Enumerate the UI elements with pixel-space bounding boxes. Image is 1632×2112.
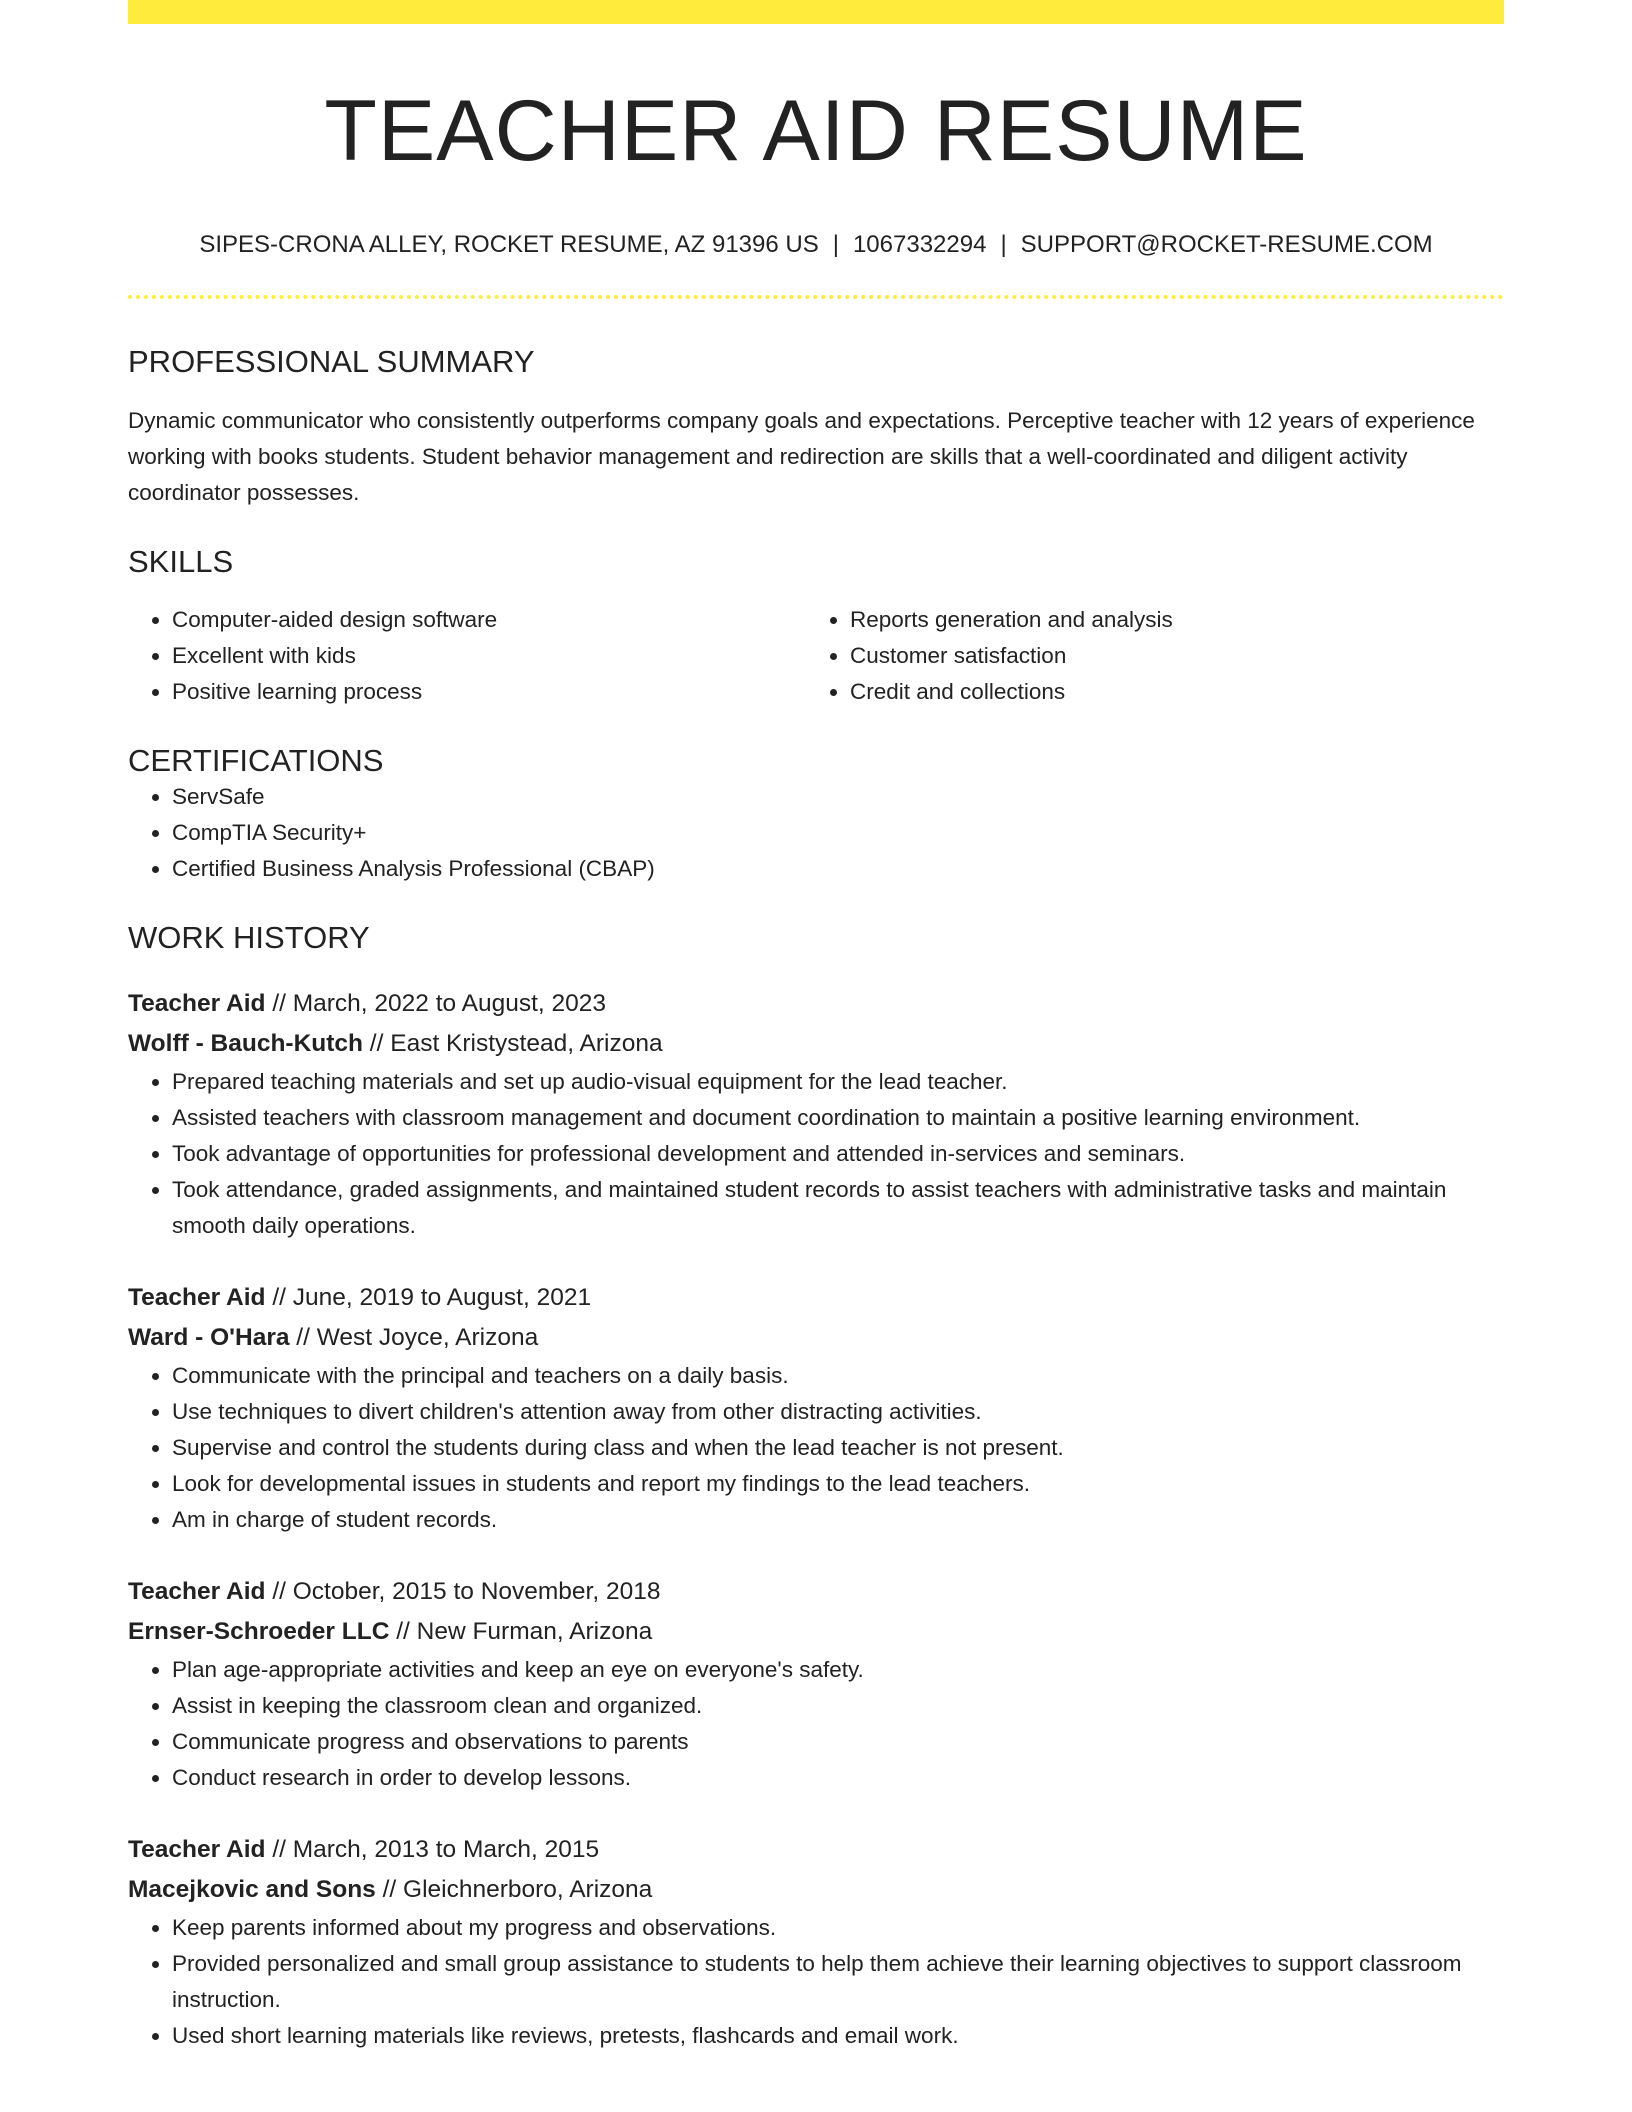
job-duty: • Took attendance, graded assignments, and maintained student records to assist teachers with administrative tasks and maintain smooth daily operations. [172, 1172, 1504, 1244]
skills-column-right [806, 602, 1484, 710]
job-role: Teacher Aid [128, 1578, 266, 1606]
job-entry [128, 1830, 1504, 2054]
job-duty: • Assist in keeping the classroom clean and organized. [172, 1688, 1504, 1724]
job-duties-list [128, 1358, 1504, 1538]
contact-separator: | [1000, 230, 1007, 258]
certification-item: • CompTIA Security+ [172, 815, 1504, 851]
job-dates: // March, 2013 to March, 2015 [265, 1836, 600, 1864]
contact-email: SUPPORT@ROCKET-RESUME.COM [1020, 230, 1433, 258]
job-dates: // October, 2015 to November, 2018 [265, 1578, 661, 1606]
skill-item: • Reports generation and analysis [850, 602, 1484, 638]
job-entry [128, 984, 1504, 1244]
certifications-heading: CERTIFICATIONS [128, 742, 384, 778]
job-dates: // June, 2019 to August, 2021 [265, 1284, 592, 1312]
job-duty: • Assisted teachers with classroom management and document coordination to maintain a positive learning environment. [172, 1100, 1504, 1136]
skills-grid [128, 602, 1504, 710]
job-location: // New Furman, Arizona [389, 1618, 653, 1646]
job-role: Teacher Aid [128, 1284, 266, 1312]
job-company: Wolff - Bauch-Kutch [128, 1030, 363, 1058]
skill-item: • Credit and collections [850, 674, 1484, 710]
contact-address: SIPES-CRONA ALLEY, ROCKET RESUME, AZ 91396 US [199, 230, 819, 258]
job-entry [128, 1278, 1504, 1538]
job-role-line [128, 984, 1504, 1024]
job-dates: // March, 2022 to August, 2023 [265, 990, 607, 1018]
contact-separator: | [832, 230, 839, 258]
job-company-line [128, 1870, 1504, 1910]
skills-heading: SKILLS [128, 543, 234, 579]
job-entry [128, 1572, 1504, 1796]
job-location: // East Kristystead, Arizona [363, 1030, 663, 1058]
resume-title: TEACHER AID RESUME [324, 83, 1308, 179]
job-duty: • Keep parents informed about my progress and observations. [172, 1910, 1504, 1946]
job-duties-list [128, 1652, 1504, 1796]
job-company-line [128, 1024, 1504, 1064]
job-duty: • Provided personalized and small group assistance to students to help them achieve their learning objectives to support classroom instruction. [172, 1946, 1504, 2018]
certifications-list [128, 779, 1504, 887]
work-history-heading: WORK HISTORY [128, 919, 370, 955]
job-company: Ward - O'Hara [128, 1324, 290, 1352]
dotted-divider [128, 295, 1504, 299]
job-role-line [128, 1830, 1504, 1870]
job-duty: • Communicate progress and observations to parents [172, 1724, 1504, 1760]
job-location: // West Joyce, Arizona [289, 1324, 539, 1352]
job-role: Teacher Aid [128, 1836, 266, 1864]
job-location: // Gleichnerboro, Arizona [375, 1876, 653, 1904]
job-duty: • Took advantage of opportunities for professional development and attended in-services and seminars. [172, 1136, 1504, 1172]
job-company: Macejkovic and Sons [128, 1876, 376, 1904]
resume-page [128, 0, 1504, 2054]
job-duty: • Communicate with the principal and teachers on a daily basis. [172, 1358, 1504, 1394]
job-duty: • Conduct research in order to develop lessons. [172, 1760, 1504, 1796]
summary-heading: PROFESSIONAL SUMMARY [128, 344, 535, 380]
job-duty: • Prepared teaching materials and set up audio-visual equipment for the lead teacher. [172, 1064, 1504, 1100]
summary-text: Dynamic communicator who consistently outperforms company goals and expectations. Perceptive teacher with 12 years of experience working with books students. Student behavior management and redirection are skills that a well-coordinated and diligent activity coordinator possesses. [128, 407, 1475, 505]
certification-item: • ServSafe [172, 779, 1504, 815]
job-role-line [128, 1278, 1504, 1318]
job-duty: • Am in charge of student records. [172, 1502, 1504, 1538]
skill-item: • Positive learning process [172, 674, 806, 710]
job-duties-list [128, 1064, 1504, 1244]
job-duties-list [128, 1910, 1504, 2054]
skill-item: • Computer-aided design software [172, 602, 806, 638]
job-role-line [128, 1572, 1504, 1612]
job-role: Teacher Aid [128, 990, 266, 1018]
job-duty: • Plan age-appropriate activities and keep an eye on everyone's safety. [172, 1652, 1504, 1688]
job-company-line [128, 1612, 1504, 1652]
contact-phone: 1067332294 [852, 230, 987, 258]
certification-item: • Certified Business Analysis Professional (CBAP) [172, 851, 1504, 887]
job-duty: • Used short learning materials like reviews, pretests, flashcards and email work. [172, 2018, 1504, 2054]
job-duty: • Look for developmental issues in students and report my findings to the lead teachers. [172, 1466, 1504, 1502]
top-accent-bar [128, 0, 1504, 24]
job-company-line [128, 1318, 1504, 1358]
contact-line [128, 231, 1504, 260]
skills-column-left [128, 602, 806, 710]
skill-item: • Excellent with kids [172, 638, 806, 674]
skill-item: • Customer satisfaction [850, 638, 1484, 674]
job-company: Ernser-Schroeder LLC [128, 1618, 390, 1646]
job-duty: • Use techniques to divert children's attention away from other distracting activities. [172, 1394, 1504, 1430]
job-duty: • Supervise and control the students during class and when the lead teacher is not present. [172, 1430, 1504, 1466]
